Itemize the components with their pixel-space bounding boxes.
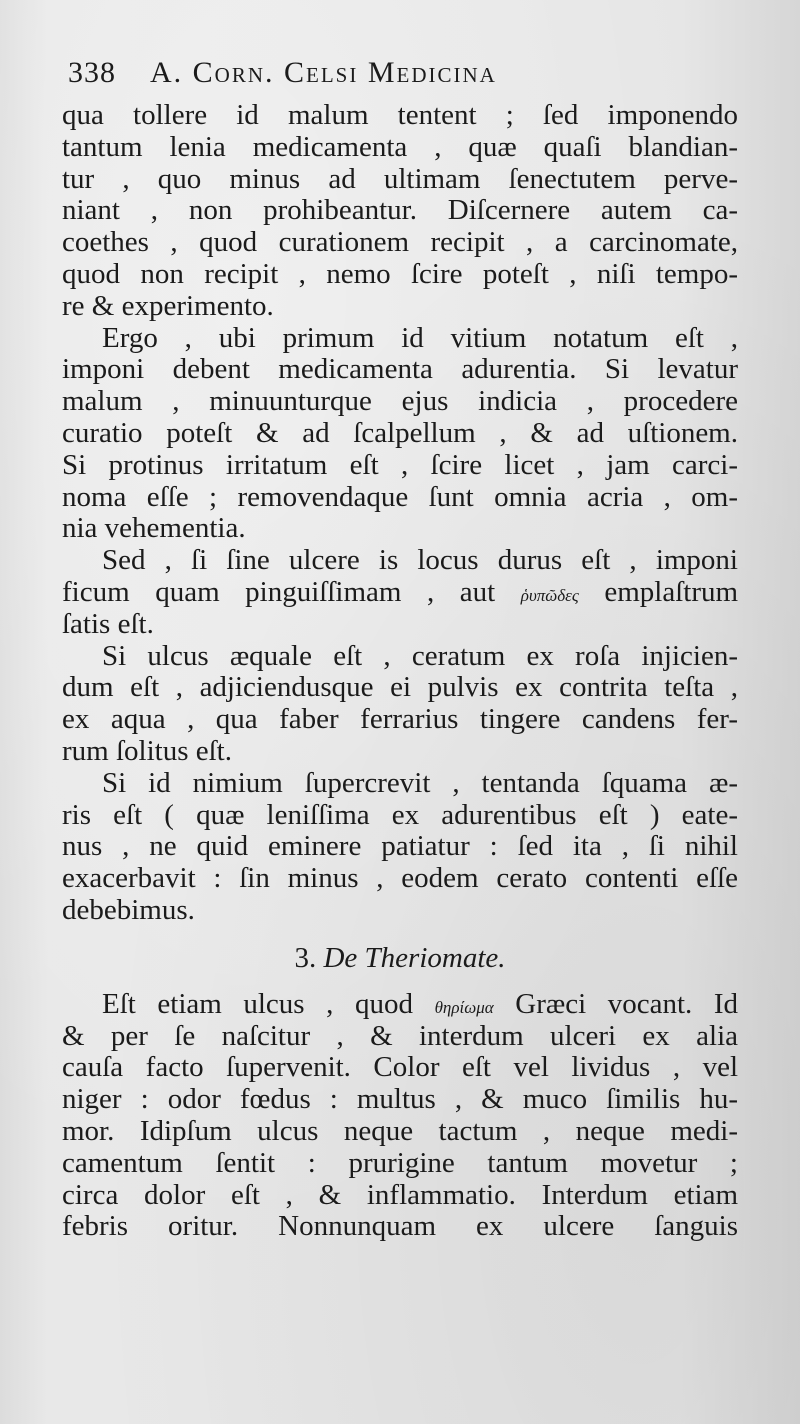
text-line <box>62 989 738 1021</box>
text-line <box>62 672 738 704</box>
text-line <box>62 164 738 196</box>
paragraphs-after-heading <box>62 989 738 1243</box>
text-line <box>62 863 738 895</box>
paragraphs-before-heading <box>62 100 738 927</box>
body-text <box>62 100 738 1243</box>
running-title: A. Corn. Celsi Medicina <box>150 56 497 89</box>
line-text: quod non recipit , nemo ſcire poteſt , niſi tempo- <box>62 257 738 290</box>
line-text: ficum quam pinguiſſimam , aut <box>62 575 496 608</box>
line-text: malum , minuunturque ejus indicia , procedere <box>62 385 738 418</box>
text-line <box>62 1052 738 1084</box>
text-line <box>62 1084 738 1116</box>
line-text: mor. Idipſum ulcus neque tactum , neque medi- <box>62 1114 738 1147</box>
line-text: re & experimento. <box>62 289 274 322</box>
text-line <box>62 641 738 673</box>
line-text: debebimus. <box>62 893 195 926</box>
section-number: 3. <box>294 941 317 974</box>
text-line <box>62 513 738 545</box>
line-text: febris oritur. Nonnunquam ex ulcere ſanguis <box>62 1210 738 1243</box>
text-line <box>62 895 738 927</box>
line-text: circa dolor eſt , & inflammatio. Interdum etiam <box>62 1178 738 1211</box>
line-text: ex aqua , qua faber ferrarius tingere candens fer- <box>62 703 738 736</box>
section-heading <box>62 927 738 989</box>
text-line <box>62 386 738 418</box>
text-line <box>62 545 738 577</box>
line-text: tur , quo minus ad ultimam ſenectutem perve- <box>62 162 738 195</box>
line-text: rum ſolitus eſt. <box>62 734 232 767</box>
line-text: Eſt etiam ulcus , quod <box>102 987 413 1020</box>
text-line <box>62 482 738 514</box>
text-line <box>62 1180 738 1212</box>
line-text: Si protinus irritatum eſt , ſcire licet , jam carci- <box>62 448 738 481</box>
line-text: niant , non prohibeantur. Diſcernere autem ca- <box>62 194 738 227</box>
page-header <box>68 56 628 96</box>
greek-word: ῥυπῶδες <box>520 585 579 605</box>
line-text: imponi debent medicamenta adurentia. Si levatur <box>62 353 738 386</box>
text-line <box>62 736 738 768</box>
text-line <box>62 291 738 323</box>
text-line <box>62 450 738 482</box>
text-line <box>62 100 738 132</box>
line-text-continued: emplaſtrum <box>604 575 739 608</box>
line-text: tantum lenia medicamenta , quæ quaſi blandian- <box>62 130 738 163</box>
line-text: Ergo , ubi primum id vitium notatum eſt , <box>102 321 738 354</box>
line-text: Si id nimium ſupercrevit , tentanda ſquama æ- <box>102 766 738 799</box>
line-text: curatio poteſt & ad ſcalpellum , & ad uſtionem. <box>62 416 738 449</box>
text-line <box>62 768 738 800</box>
line-text-continued: Græci vocant. Id <box>515 987 738 1020</box>
text-line <box>62 418 738 450</box>
line-text: camentum ſentit : prurigine tantum movetur ; <box>62 1146 738 1179</box>
line-text: cauſa facto ſupervenit. Color eſt vel lividus , vel <box>62 1051 738 1084</box>
line-text: qua tollere id malum tentent ; ſed imponendo <box>62 99 738 131</box>
line-text: ris eſt ( quæ leniſſima ex adurentibus eſt ) eate- <box>62 798 738 831</box>
text-line <box>62 259 738 291</box>
line-text: noma eſſe ; removendaque ſunt omnia acria , om- <box>62 480 738 513</box>
text-line <box>62 800 738 832</box>
text-line <box>62 1211 738 1243</box>
line-text: & per ſe naſcitur , & interdum ulceri ex alia <box>62 1019 738 1052</box>
text-line <box>62 195 738 227</box>
text-line <box>62 1021 738 1053</box>
text-line <box>62 227 738 259</box>
text-line <box>62 831 738 863</box>
text-line <box>62 1116 738 1148</box>
text-line <box>62 132 738 164</box>
text-line <box>62 577 738 609</box>
greek-word: θηρίωμα <box>434 997 494 1017</box>
line-text: exacerbavit : ſin minus , eodem cerato contenti eſſe <box>62 862 738 895</box>
text-line <box>62 1148 738 1180</box>
line-text: Sed , ſi ſine ulcere is locus durus eſt , imponi <box>102 544 738 577</box>
line-text: coethes , quod curationem recipit , a carcinomate, <box>62 226 738 259</box>
text-line <box>62 323 738 355</box>
line-text: nia vehementia. <box>62 512 246 545</box>
line-text: dum eſt , adjiciendusque ei pulvis ex contrita teſta , <box>62 671 738 704</box>
section-title: De Theriomate. <box>323 941 506 974</box>
text-line <box>62 354 738 386</box>
page-number: 338 <box>68 56 116 89</box>
line-text: nus , ne quid eminere patiatur : ſed ita , ſi nihil <box>62 830 738 863</box>
line-text: niger : odor fœdus : multus , & muco ſimilis hu- <box>62 1083 738 1116</box>
text-line <box>62 704 738 736</box>
line-text: Si ulcus æquale eſt , ceratum ex roſa injicien- <box>102 639 738 672</box>
line-text: ſatis eſt. <box>62 607 154 640</box>
text-line <box>62 609 738 641</box>
